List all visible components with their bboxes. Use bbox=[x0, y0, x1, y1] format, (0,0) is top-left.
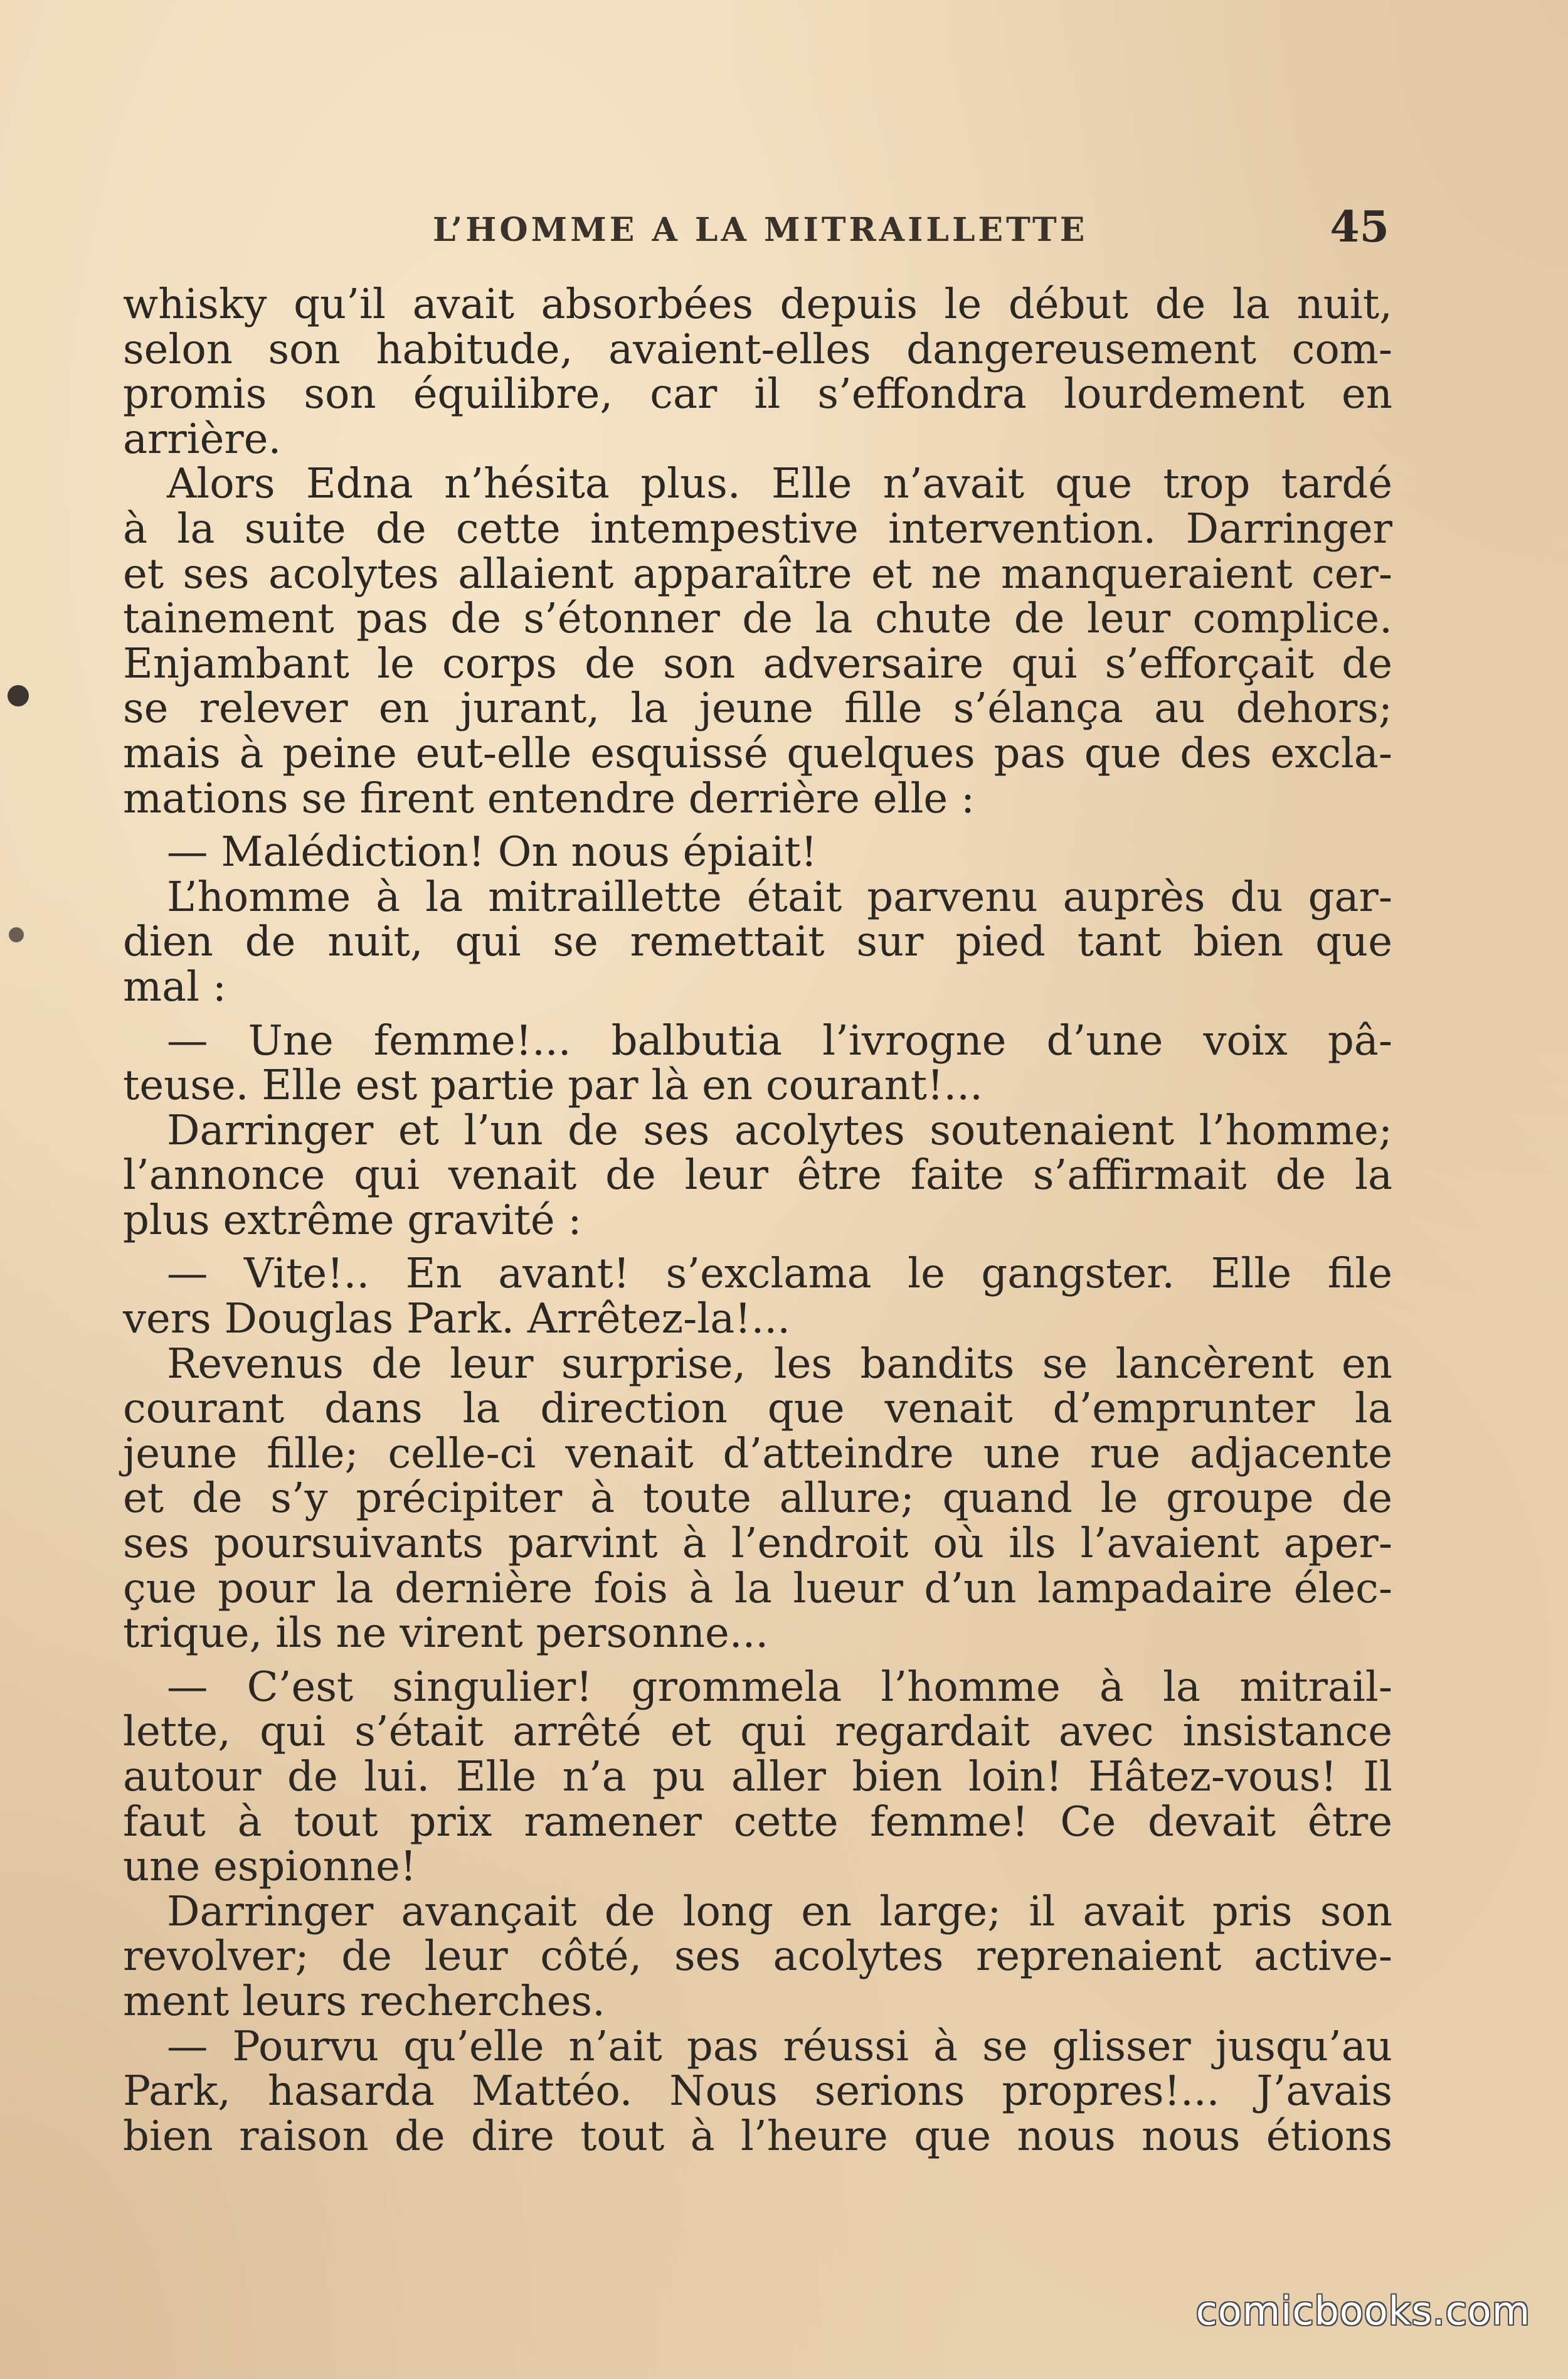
text-line: çue pour la dernière fois à la lueur d’un lampadaire élec- bbox=[123, 1564, 1392, 1612]
text-line: revolver; de leur côté, ses acolytes reprenaient active- bbox=[123, 1932, 1392, 1981]
text-line: Revenus de leur surprise, les bandits se lancèrent en bbox=[167, 1339, 1392, 1388]
text-line: plus extrême gravité : bbox=[123, 1196, 582, 1244]
text-line: — Vite!.. En avant! s’exclama le gangster. Elle file bbox=[167, 1250, 1392, 1298]
text-line: arrière. bbox=[123, 415, 282, 463]
text-line: — Pourvu qu’elle n’ait pas réussi à se glisser jusqu’au bbox=[167, 2022, 1392, 2070]
text-line: Alors Edna n’hésita plus. Elle n’avait que trop tardé bbox=[167, 460, 1392, 508]
text-line: une espionne! bbox=[123, 1843, 417, 1891]
text-line: L’homme à la mitraillette était parvenu auprès du gar- bbox=[167, 873, 1392, 921]
text-line: ses poursuivants parvint à l’endroit où ils l’avaient aper- bbox=[123, 1519, 1392, 1568]
text-line: dien de nuit, qui se remettait sur pied tant bien que bbox=[123, 918, 1392, 966]
text-line: lette, qui s’était arrêté et qui regardait avec insistance bbox=[123, 1708, 1392, 1756]
text-line: ment leurs recherches. bbox=[123, 1977, 605, 2025]
text-line: mais à peine eut-elle esquissé quelques pas que des excla- bbox=[123, 729, 1392, 777]
binding-hole-lower bbox=[9, 927, 24, 942]
text-line: et de s’y précipiter à toute allure; quand le groupe de bbox=[123, 1474, 1392, 1523]
text-line: l’annonce qui venait de leur être faite s’affirmait de la bbox=[123, 1151, 1392, 1200]
running-head bbox=[125, 202, 1389, 252]
text-line: — Une femme!... balbutia l’ivrogne d’une voix pâ- bbox=[167, 1016, 1392, 1065]
text-line: vers Douglas Park. Arrêtez-la!... bbox=[123, 1295, 791, 1343]
text-line: autour de lui. Elle n’a pu aller bien loin! Hâtez-vous! Il bbox=[123, 1753, 1392, 1801]
text-line: Darringer et l’un de ses acolytes soutenaient l’homme; bbox=[167, 1106, 1392, 1154]
page-number: 45 bbox=[1330, 202, 1389, 252]
text-line: mations se firent entendre derrière elle : bbox=[123, 774, 975, 822]
text-line: selon son habitude, avaient-elles dangereusement com- bbox=[123, 325, 1392, 373]
text-line: se relever en jurant, la jeune fille s’élança au dehors; bbox=[123, 684, 1392, 733]
binding-hole-upper bbox=[8, 685, 29, 706]
text-line: — Malédiction! On nous épiait! bbox=[167, 828, 817, 876]
text-line: mal : bbox=[123, 962, 226, 1011]
text-line: jeune fille; celle-ci venait d’atteindre une rue adjacente bbox=[123, 1429, 1392, 1477]
running-title: L’HOMME A LA MITRAILLETTE bbox=[433, 211, 1088, 249]
text-line: tainement pas de s’étonner de la chute de leur complice. bbox=[123, 595, 1392, 643]
body-text bbox=[123, 282, 1392, 2159]
text-line: à la suite de cette intempestive intervention. Darringer bbox=[123, 504, 1392, 553]
text-line: faut à tout prix ramener cette femme! Ce devait être bbox=[123, 1797, 1392, 1846]
watermark: comicbooks.com bbox=[1195, 2288, 1530, 2334]
text-line: courant dans la direction que venait d’emprunter la bbox=[123, 1385, 1392, 1433]
text-line: Enjambant le corps de son adversaire qui s’efforçait de bbox=[123, 639, 1392, 688]
text-line: Darringer avançait de long en large; il avait pris son bbox=[167, 1887, 1392, 1935]
text-line: promis son équilibre, car il s’effondra lourdement en bbox=[123, 370, 1392, 418]
text-line: Park, hasarda Mattéo. Nous serions propres!... J’avais bbox=[123, 2067, 1392, 2116]
text-line: et ses acolytes allaient apparaître et ne manqueraient cer- bbox=[123, 550, 1392, 598]
text-line: teuse. Elle est partie par là en courant!... bbox=[123, 1062, 983, 1110]
text-line: bien raison de dire tout à l’heure que nous nous étions bbox=[123, 2112, 1392, 2160]
text-line: — C’est singulier! grommela l’homme à la mitrail- bbox=[167, 1663, 1392, 1711]
text-line: whisky qu’il avait absorbées depuis le début de la nuit, bbox=[123, 280, 1392, 328]
text-line: trique, ils ne virent personne... bbox=[123, 1609, 769, 1658]
